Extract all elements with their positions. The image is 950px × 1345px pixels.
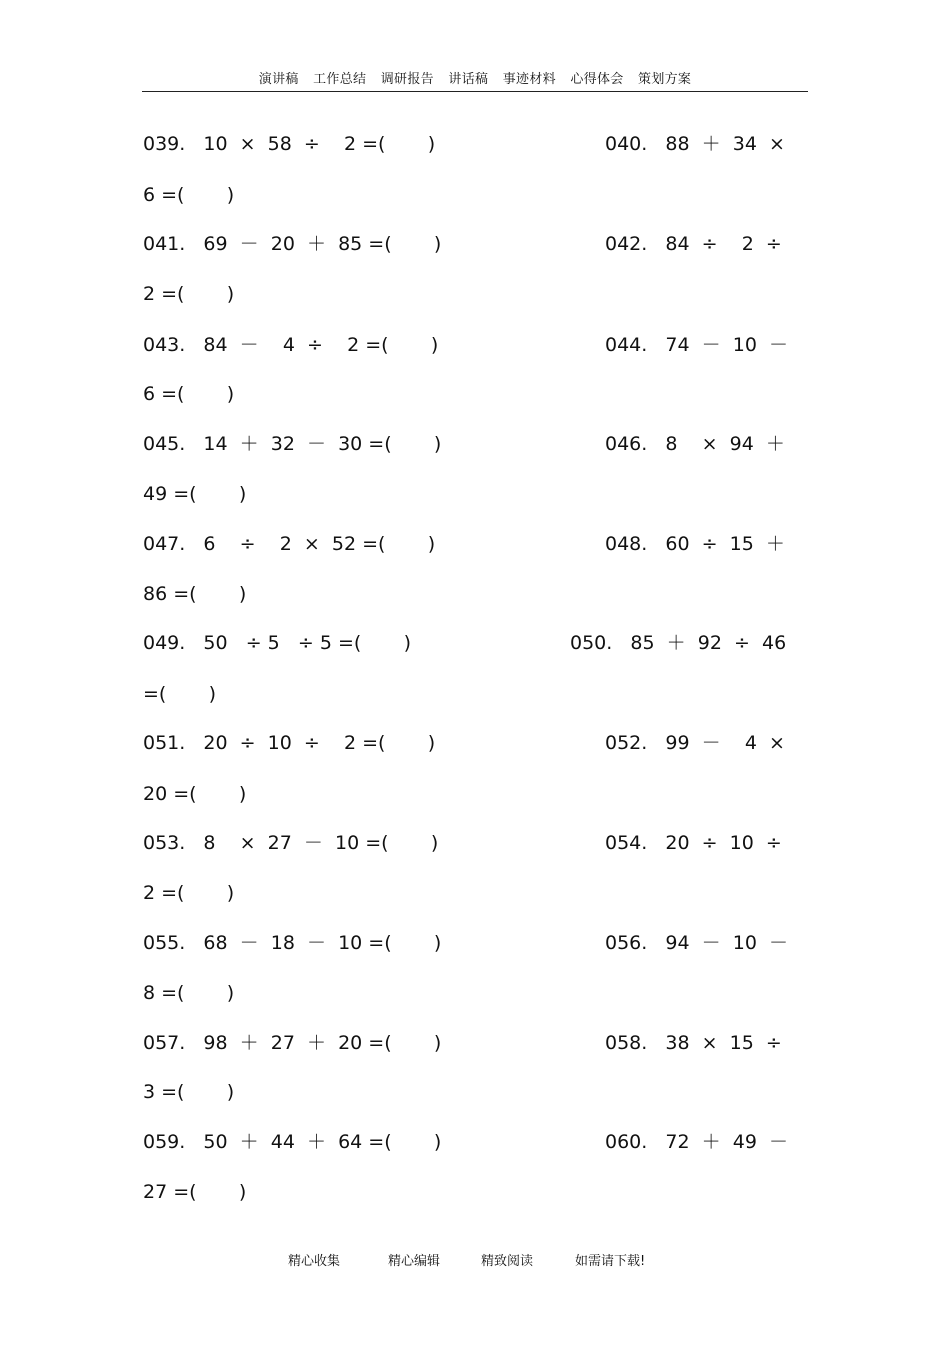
problem-044: 044. 74 － 10 －: [605, 334, 789, 356]
footer-download: 如需请下载!: [575, 1254, 646, 1269]
problem-054-continuation: 2 =( ): [143, 882, 235, 904]
problem-060: 060. 72 ＋ 49 －: [605, 1131, 789, 1153]
document-header: [0, 68, 950, 87]
problem-049: 049. 50 ÷ 5 ÷ 5 =( ): [143, 632, 411, 654]
problem-056-continuation: 8 =( ): [143, 982, 235, 1004]
header-item-speech: 演讲稿: [258, 72, 299, 87]
footer-read: 精致阅读: [481, 1254, 534, 1269]
header-item-reflections: 心得体会: [570, 72, 624, 87]
problem-058: 058. 38 × 15 ÷: [605, 1032, 782, 1054]
problem-056: 056. 94 － 10 －: [605, 932, 789, 954]
problem-045: 045. 14 ＋ 32 － 30 =( ): [143, 433, 442, 455]
problem-057: 057. 98 ＋ 27 ＋ 20 =( ): [143, 1032, 442, 1054]
problem-050: 050. 85 ＋ 92 ÷ 46: [570, 632, 787, 654]
problem-047: 047. 6 ÷ 2 × 52 =( ): [143, 533, 436, 555]
header-item-work-summary: 工作总结: [313, 72, 367, 87]
problem-052: 052. 99 － 4 ×: [605, 732, 785, 754]
problem-039: 039. 10 × 58 ÷ 2 =( ): [143, 133, 436, 155]
problem-052-continuation: 20 =( ): [143, 783, 247, 805]
problem-040: 040. 88 ＋ 34 ×: [605, 133, 785, 155]
header-item-plan: 策划方案: [638, 72, 692, 87]
problem-040-continuation: 6 =( ): [143, 184, 235, 206]
problem-055: 055. 68 － 18 － 10 =( ): [143, 932, 442, 954]
problem-059: 059. 50 ＋ 44 ＋ 64 =( ): [143, 1131, 442, 1153]
problem-048: 048. 60 ÷ 15 ＋: [605, 533, 785, 555]
problem-048-continuation: 86 =( ): [143, 583, 247, 605]
problem-042-continuation: 2 =( ): [143, 283, 235, 305]
header-item-deeds: 事迹材料: [502, 72, 556, 87]
problem-044-continuation: 6 =( ): [143, 383, 235, 405]
problem-058-continuation: 3 =( ): [143, 1081, 235, 1103]
problem-043: 043. 84 － 4 ÷ 2 =( ): [143, 334, 439, 356]
problem-046-continuation: 49 =( ): [143, 483, 247, 505]
problem-050-continuation: =( ): [143, 683, 217, 705]
footer-edit: 精心编辑: [388, 1254, 441, 1269]
problem-041: 041. 69 － 20 ＋ 85 =( ): [143, 233, 442, 255]
problem-060-continuation: 27 =( ): [143, 1181, 247, 1203]
problem-051: 051. 20 ÷ 10 ÷ 2 =( ): [143, 732, 436, 754]
header-item-talk: 讲话稿: [448, 72, 489, 87]
problem-054: 054. 20 ÷ 10 ÷: [605, 832, 782, 854]
problem-042: 042. 84 ÷ 2 ÷: [605, 233, 782, 255]
problem-046: 046. 8 × 94 ＋: [605, 433, 785, 455]
problem-053: 053. 8 × 27 － 10 =( ): [143, 832, 439, 854]
header-divider: [142, 91, 808, 92]
header-item-research-report: 调研报告: [380, 72, 434, 87]
footer-collect: 精心收集: [288, 1254, 341, 1269]
